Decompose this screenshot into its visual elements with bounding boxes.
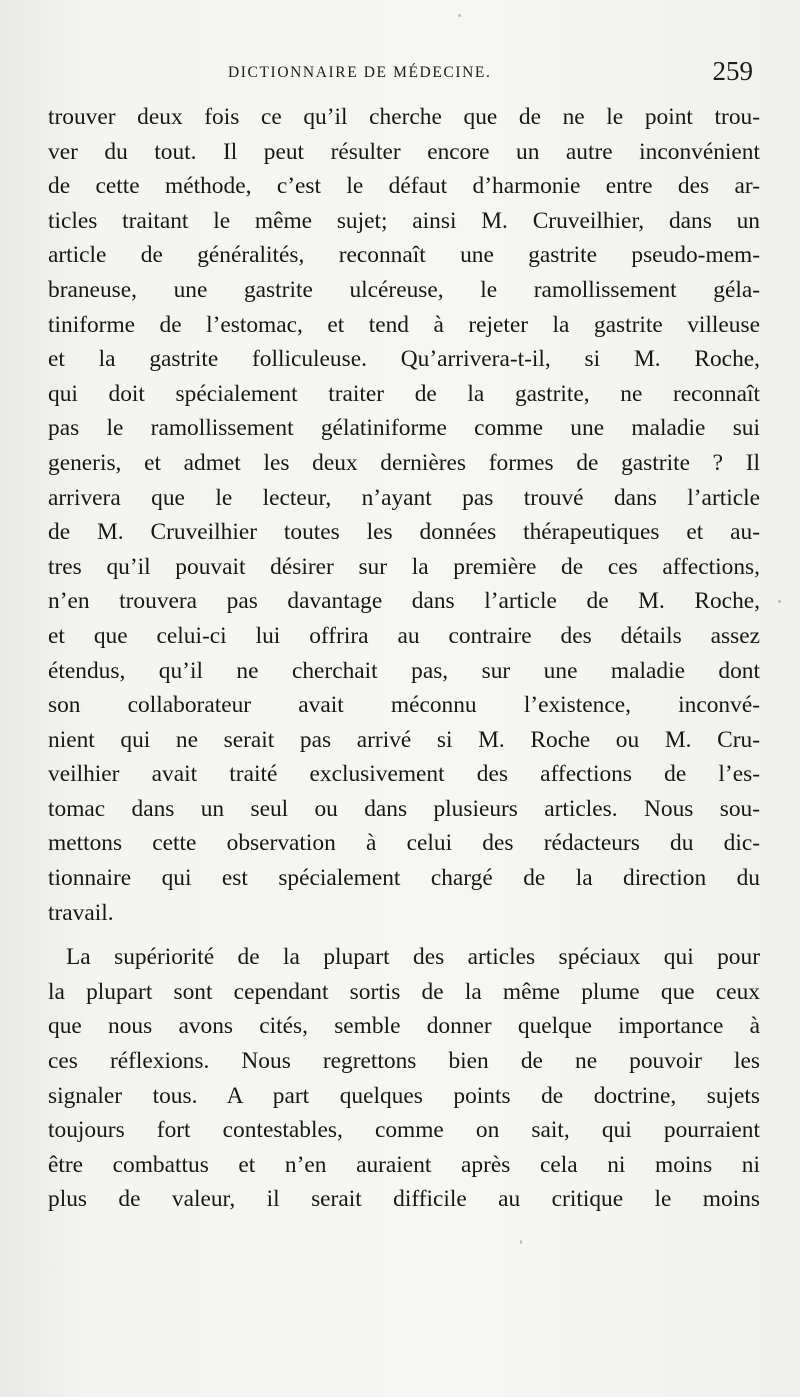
paper-speck bbox=[778, 600, 781, 603]
text-line: travail. bbox=[48, 899, 114, 926]
paper-speck bbox=[520, 1240, 522, 1244]
text-line: arrivera que le lecteur, n’ayant pas trouvé dans l’article bbox=[48, 484, 760, 511]
text-line: nient qui ne serait pas arrivé si M. Roche ou M. Cru- bbox=[48, 726, 760, 753]
paper-speck bbox=[458, 14, 461, 17]
text-line: son collaborateur avait méconnu l’existence, inconvé- bbox=[48, 692, 760, 719]
running-head: DICTIONNAIRE DE MÉDECINE. bbox=[228, 64, 492, 81]
text-line: de cette méthode, c’est le défaut d’harmonie entre des ar- bbox=[48, 173, 760, 200]
text-line: pas le ramollissement gélatiniforme comme une maladie sui bbox=[48, 415, 760, 442]
text-line: tres qu’il pouvait désirer sur la première de ces affections, bbox=[48, 553, 760, 580]
text-line: La supériorité de la plupart des articles spéciaux qui pour bbox=[66, 944, 760, 971]
text-line: ver du tout. Il peut résulter encore un autre inconvénient bbox=[48, 138, 760, 165]
text-line: de M. Cruveilhier toutes les données thérapeutiques et au- bbox=[48, 519, 760, 546]
text-line: être combattus et n’en auraient après cela ni moins ni bbox=[48, 1151, 760, 1178]
text-line: étendus, qu’il ne cherchait pas, sur une maladie dont bbox=[48, 657, 760, 684]
text-line: et la gastrite folliculeuse. Qu’arrivera-t-il, si M. Roche, bbox=[48, 346, 760, 373]
text-line: plus de valeur, il serait difficile au critique le moins bbox=[48, 1186, 760, 1213]
page-header bbox=[48, 56, 753, 94]
text-line: n’en trouvera pas davantage dans l’article de M. Roche, bbox=[48, 588, 760, 615]
text-line: tomac dans un seul ou dans plusieurs articles. Nous sou- bbox=[48, 795, 760, 822]
text-line: ticles traitant le même sujet; ainsi M. Cruveilhier, dans un bbox=[48, 207, 760, 234]
text-line: trouver deux fois ce qu’il cherche que de ne le point trou- bbox=[48, 104, 760, 130]
body-text bbox=[48, 100, 760, 1217]
page-number: 259 bbox=[712, 56, 753, 86]
text-line: article de généralités, reconnaît une gastrite pseudo-mem- bbox=[48, 242, 760, 269]
text-line: signaler tous. A part quelques points de doctrine, sujets bbox=[48, 1082, 760, 1109]
text-line: la plupart sont cependant sortis de la même plume que ceux bbox=[48, 978, 760, 1005]
text-line: et que celui-ci lui offrira au contraire des détails assez bbox=[48, 622, 760, 649]
text-line: tiniforme de l’estomac, et tend à rejeter la gastrite villeuse bbox=[48, 311, 760, 338]
text-line: mettons cette observation à celui des rédacteurs du dic- bbox=[48, 830, 760, 857]
text-line: ces réflexions. Nous regrettons bien de ne pouvoir les bbox=[48, 1048, 760, 1075]
text-line: tionnaire qui est spécialement chargé de la direction du bbox=[48, 865, 760, 892]
text-line: generis, et admet les deux dernières formes de gastrite ? Il bbox=[48, 449, 760, 476]
text-line: qui doit spécialement traiter de la gastrite, ne reconnaît bbox=[48, 380, 760, 407]
text-line: braneuse, une gastrite ulcéreuse, le ramollissement géla- bbox=[48, 276, 760, 303]
text-line: toujours fort contestables, comme on sait, qui pourraient bbox=[48, 1117, 760, 1144]
text-line: veilhier avait traité exclusivement des affections de l’es- bbox=[48, 761, 760, 788]
text-line: que nous avons cités, semble donner quelque importance à bbox=[48, 1013, 760, 1040]
